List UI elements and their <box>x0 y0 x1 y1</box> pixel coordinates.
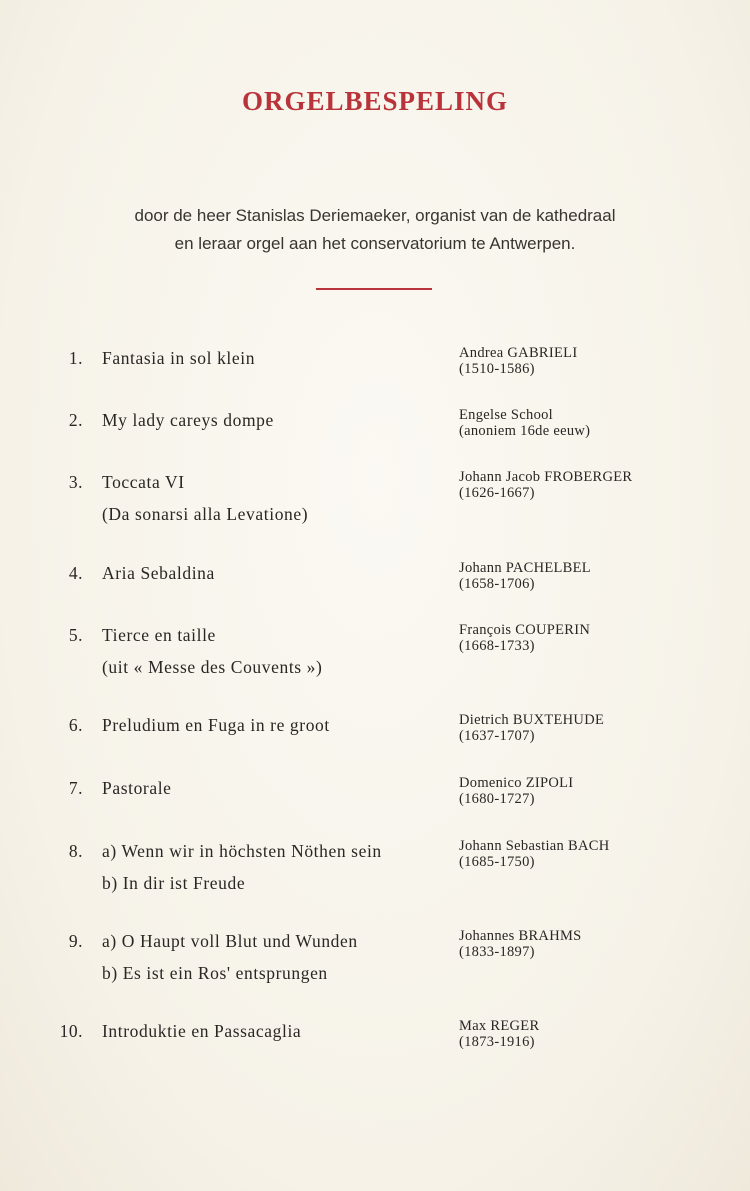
piece-title: Pastorale <box>102 778 172 798</box>
item-number: 5. <box>68 625 83 645</box>
item-number: 9. <box>68 931 83 951</box>
composer <box>459 469 739 501</box>
piece-title: Aria Sebaldina <box>102 563 215 583</box>
item-pieces <box>102 466 452 530</box>
composer-name: Johann PACHELBEL <box>459 560 591 576</box>
composer-dates: (1873-1916) <box>459 1034 535 1050</box>
composer-name: François COUPERIN <box>459 622 591 638</box>
item-pieces <box>102 557 452 589</box>
item-number: 4. <box>68 563 83 583</box>
subtitle-line-2: en leraar orgel aan het conservatorium te Antwerpen. <box>174 234 576 253</box>
piece-title: Fantasia in sol klein <box>102 348 256 368</box>
piece-a: a) Wenn wir in höchsten Nöthen sein <box>102 841 382 861</box>
item-number: 8. <box>68 841 83 861</box>
item-number: 7. <box>68 778 83 798</box>
item-pieces <box>102 1015 452 1047</box>
composer <box>459 407 739 439</box>
composer <box>459 928 739 960</box>
composer-name: Max REGER <box>459 1018 540 1034</box>
composer <box>459 345 739 377</box>
composer <box>459 560 739 592</box>
item-pieces <box>102 342 452 374</box>
composer <box>459 1018 739 1050</box>
composer-name: Andrea GABRIELI <box>459 345 578 361</box>
composer-name: Engelse School <box>459 407 554 423</box>
composer-dates: (1680-1727) <box>459 791 535 807</box>
composer-dates: (1637-1707) <box>459 728 535 744</box>
piece-a: a) O Haupt voll Blut und Wunden <box>102 931 358 951</box>
subtitle-line-1: door de heer Stanislas Deriemaeker, organist van de kathedraal <box>134 206 616 225</box>
composer <box>459 712 739 744</box>
item-pieces <box>102 835 452 899</box>
composer <box>459 838 739 870</box>
composer-dates: (1668-1733) <box>459 638 535 654</box>
item-number: 1. <box>68 348 83 368</box>
composer-name: Johann Sebastian BACH <box>459 838 610 854</box>
composer-name: Domenico ZIPOLI <box>459 775 574 791</box>
piece-title: Toccata VI <box>102 472 185 492</box>
composer-dates: (1833-1897) <box>459 944 535 960</box>
piece-subtitle: (Da sonarsi alla Levatione) <box>102 504 309 524</box>
piece-subtitle: (uit « Messe des Couvents ») <box>102 657 323 677</box>
item-number: 3. <box>68 472 83 492</box>
item-pieces <box>102 404 452 436</box>
composer <box>459 622 739 654</box>
page-title: ORGELBESPELING <box>241 86 509 116</box>
piece-title: My lady careys dompe <box>102 410 274 430</box>
item-pieces <box>102 772 452 804</box>
item-number: 6. <box>68 715 83 735</box>
composer-name: Johannes BRAHMS <box>459 928 582 944</box>
piece-b: b) Es ist ein Ros' entsprungen <box>102 963 328 983</box>
item-pieces <box>102 709 452 741</box>
composer-dates: (1685-1750) <box>459 854 535 870</box>
composer-dates: (anoniem 16de eeuw) <box>459 423 591 439</box>
piece-title: Tierce en taille <box>102 625 216 645</box>
piece-title: Introduktie en Passacaglia <box>102 1021 302 1041</box>
item-pieces <box>102 619 452 683</box>
composer-dates: (1658-1706) <box>459 576 535 592</box>
piece-title: Preludium en Fuga in re groot <box>102 715 330 735</box>
item-pieces <box>102 925 452 989</box>
composer-dates: (1626-1667) <box>459 485 535 501</box>
composer <box>459 775 739 807</box>
composer-name: Johann Jacob FROBERGER <box>459 469 633 485</box>
item-number: 2. <box>68 410 83 430</box>
composer-dates: (1510-1586) <box>459 361 535 377</box>
item-number: 10. <box>59 1021 83 1041</box>
composer-name: Dietrich BUXTEHUDE <box>459 712 605 728</box>
piece-b: b) In dir ist Freude <box>102 873 246 893</box>
